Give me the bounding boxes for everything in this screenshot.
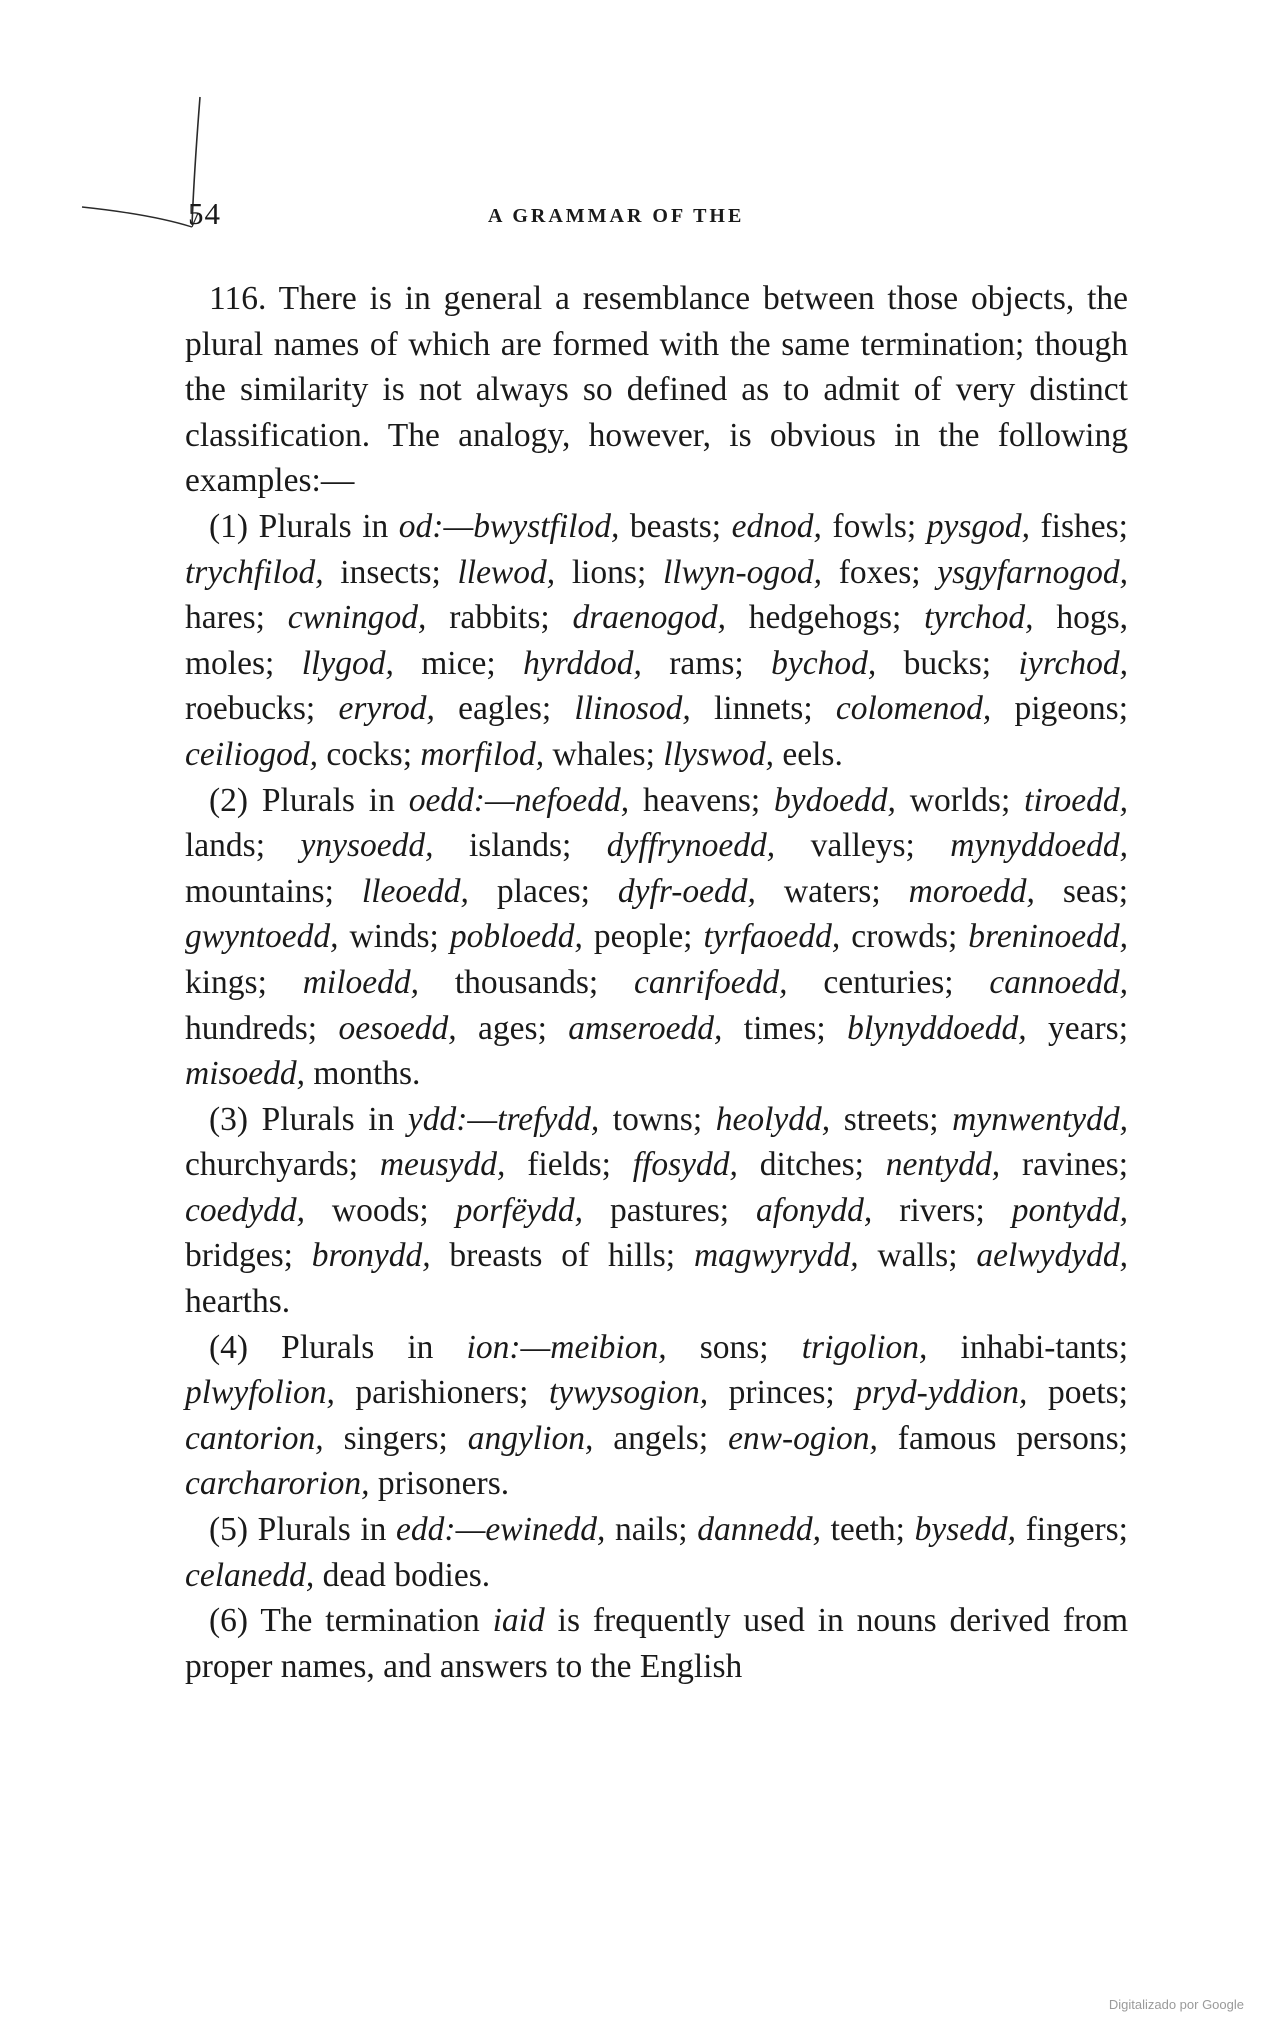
text-run: foxes;	[822, 553, 938, 591]
welsh-term: angylion,	[467, 1419, 594, 1457]
text-run: inhabi-tants;	[927, 1328, 1128, 1366]
text-run: fingers;	[1016, 1511, 1128, 1549]
text-run: (2) Plurals in	[209, 781, 409, 819]
text-run: fields;	[505, 1146, 633, 1184]
text-run: places;	[468, 872, 618, 910]
text-run: hearths.	[185, 1283, 291, 1321]
text-run: insects;	[323, 553, 458, 591]
paragraph-5	[185, 1325, 1128, 1507]
paragraph-4	[185, 1097, 1128, 1325]
text-run: (3) Plurals in	[209, 1100, 408, 1138]
welsh-term: trigolion,	[801, 1328, 928, 1366]
welsh-term: miloedd,	[302, 963, 420, 1001]
text-run: mountains;	[185, 872, 362, 910]
welsh-term: mynyddoedd,	[950, 827, 1128, 865]
text-run: sons;	[666, 1328, 802, 1366]
text-run: lions;	[555, 553, 663, 591]
welsh-term: llyswod,	[663, 735, 775, 773]
welsh-term: trychfilod,	[185, 553, 324, 591]
welsh-term: ysgyfarnogod,	[937, 553, 1129, 591]
text-run: seas;	[1034, 872, 1129, 910]
welsh-term: breninoedd,	[968, 918, 1128, 956]
welsh-term: ednod,	[731, 507, 822, 545]
welsh-term: lleoedd,	[361, 872, 469, 910]
welsh-term: pysgod,	[926, 507, 1030, 545]
text-run: rabbits;	[426, 599, 573, 637]
text-run: roebucks;	[185, 690, 339, 728]
welsh-term: bydoedd,	[774, 781, 896, 819]
welsh-term: colomenod,	[835, 690, 992, 728]
text-run: people;	[582, 918, 704, 956]
text-run: linnets;	[690, 690, 836, 728]
welsh-term: amseroedd,	[568, 1009, 723, 1047]
text-run: rams;	[641, 644, 772, 682]
welsh-term: mynwentydd,	[952, 1100, 1128, 1138]
welsh-term: bychod,	[771, 644, 877, 682]
text-run: islands;	[433, 827, 607, 865]
welsh-term: misoedd,	[185, 1055, 306, 1093]
text-run: worlds;	[895, 781, 1025, 819]
welsh-term: plwyfolion,	[185, 1374, 335, 1412]
text-run: prisoners.	[369, 1465, 510, 1503]
text-run: (1) Plurals in	[209, 507, 399, 545]
text-run: lands;	[185, 827, 301, 865]
welsh-term: meusydd,	[379, 1146, 506, 1184]
text-run: times;	[722, 1009, 848, 1047]
welsh-term: llewod,	[457, 553, 556, 591]
text-run: hares;	[185, 599, 288, 637]
paragraph-1	[185, 276, 1128, 504]
text-run: famous persons;	[877, 1419, 1128, 1457]
welsh-term: tyrfaoedd,	[703, 918, 841, 956]
text-run: winds;	[338, 918, 450, 956]
text-run: kings;	[185, 963, 303, 1001]
welsh-term: oedd:—nefoedd,	[408, 781, 630, 819]
text-run: fowls;	[821, 507, 927, 545]
text-run: whales;	[544, 735, 664, 773]
text-run: dead bodies.	[314, 1556, 491, 1594]
text-run: singers;	[323, 1419, 468, 1457]
welsh-term: cantorion,	[185, 1419, 324, 1457]
text-run: months.	[305, 1055, 421, 1093]
welsh-term: ynysoedd,	[300, 827, 434, 865]
running-head: A GRAMMAR OF THE	[488, 205, 745, 227]
text-run: pastures;	[583, 1191, 756, 1229]
welsh-term: magwyrydd,	[693, 1237, 859, 1275]
text-run: pigeons;	[991, 690, 1129, 728]
welsh-term: coedydd,	[185, 1191, 305, 1229]
text-run: (4) Plurals in	[209, 1328, 467, 1366]
text-run: parishioners;	[334, 1374, 549, 1412]
text-run: hedgehogs;	[725, 599, 925, 637]
text-run: fishes;	[1029, 507, 1128, 545]
welsh-term: morfilod,	[420, 735, 545, 773]
paragraph-3	[185, 778, 1128, 1097]
text-run: years;	[1026, 1009, 1128, 1047]
welsh-term: edd:—ewinedd,	[396, 1511, 606, 1549]
welsh-term: dannedd,	[697, 1511, 821, 1549]
text-run: hundreds;	[185, 1009, 339, 1047]
text-run: ages;	[456, 1009, 569, 1047]
text-run: churchyards;	[185, 1146, 380, 1184]
text-run: walls;	[858, 1237, 977, 1275]
paragraph-6	[185, 1507, 1128, 1598]
text-run: breasts of hills;	[430, 1237, 694, 1275]
welsh-term: llygod,	[301, 644, 394, 682]
text-run: thousands;	[419, 963, 634, 1001]
welsh-term: pobloedd,	[449, 918, 583, 956]
welsh-term: pontydd,	[1011, 1191, 1128, 1229]
text-run: cocks;	[318, 735, 421, 773]
text-run: woods;	[304, 1191, 456, 1229]
text-run: is frequently used in nouns derived from proper names, and answers to the English	[185, 1602, 1129, 1685]
welsh-term: bysedd,	[914, 1511, 1017, 1549]
text-run: ditches;	[737, 1146, 886, 1184]
scan-credit: Digitalizado por Google	[1108, 1997, 1244, 2012]
welsh-term: celanedd,	[185, 1556, 315, 1594]
welsh-term: blynyddoedd,	[847, 1009, 1027, 1047]
welsh-term: afonydd,	[755, 1191, 873, 1229]
text-run: streets;	[830, 1100, 953, 1138]
text-run: rivers;	[872, 1191, 1012, 1229]
text-run: angels;	[593, 1419, 729, 1457]
text-run: (6) The termination	[209, 1602, 493, 1640]
text-run: princes;	[708, 1374, 856, 1412]
welsh-term: iyrchod,	[1018, 644, 1128, 682]
welsh-term: moroedd,	[908, 872, 1035, 910]
welsh-term: pryd-yddion,	[855, 1374, 1028, 1412]
text-run: teeth;	[820, 1511, 915, 1549]
welsh-term: hyrddod,	[523, 644, 642, 682]
welsh-term: dyffrynoedd,	[606, 827, 776, 865]
welsh-term: carcharorion,	[185, 1465, 370, 1503]
welsh-term: llwyn-ogod,	[662, 553, 823, 591]
text-run: mice;	[393, 644, 524, 682]
page-number: 54	[188, 196, 221, 231]
welsh-term: ydd:—trefydd,	[407, 1100, 600, 1138]
welsh-term: heolydd,	[715, 1100, 831, 1138]
welsh-term: tiroedd,	[1024, 781, 1128, 819]
text-run: nails;	[605, 1511, 698, 1549]
welsh-term: tyrchod,	[924, 599, 1034, 637]
welsh-term: oesoedd,	[338, 1009, 457, 1047]
text-run: eels.	[774, 735, 843, 773]
welsh-term: draenogod,	[572, 599, 726, 637]
text-run: 116. There is in general a resemblance between those objects, the plural names of which are formed with the same termination; though the similarity is not always so defined as to admit of very distinct classification. The analogy, however, is obvious in the following examples:—	[185, 280, 1128, 500]
text-run: beasts;	[619, 507, 732, 545]
welsh-term: ion:—meibion,	[466, 1328, 667, 1366]
paragraph-2	[185, 504, 1128, 778]
text-run: poets;	[1027, 1374, 1128, 1412]
page-header	[188, 196, 1128, 240]
welsh-term: porfëydd,	[455, 1191, 584, 1229]
welsh-term: cannoedd,	[989, 963, 1128, 1001]
welsh-term: od:—bwystfilod,	[398, 507, 620, 545]
welsh-term: cwningod,	[287, 599, 427, 637]
welsh-term: nentydd,	[885, 1146, 1001, 1184]
text-run: (5) Plurals in	[209, 1511, 397, 1549]
text-run: waters;	[755, 872, 909, 910]
text-run: valleys;	[775, 827, 951, 865]
body-text	[185, 276, 1128, 1689]
text-run: crowds;	[840, 918, 969, 956]
welsh-term: gwyntoedd,	[185, 918, 339, 956]
welsh-term: iaid	[492, 1602, 545, 1640]
welsh-term: eryrod,	[338, 690, 435, 728]
welsh-term: dyfr-oedd,	[617, 872, 756, 910]
welsh-term: enw-ogion,	[728, 1419, 878, 1457]
text-run: heavens;	[629, 781, 775, 819]
text-run: towns;	[599, 1100, 716, 1138]
text-run: centuries;	[787, 963, 990, 1001]
text-run: eagles;	[434, 690, 575, 728]
welsh-term: tywysogion,	[549, 1374, 709, 1412]
text-run: bucks;	[876, 644, 1019, 682]
welsh-term: llinosod,	[574, 690, 691, 728]
paragraph-7	[185, 1598, 1128, 1689]
welsh-term: ceiliogod,	[185, 735, 319, 773]
text-run: hogs, moles;	[185, 599, 1128, 682]
text-run: bridges;	[185, 1237, 312, 1275]
welsh-term: aelwydydd,	[976, 1237, 1128, 1275]
welsh-term: ffosydd,	[632, 1146, 738, 1184]
welsh-term: canrifoedd,	[634, 963, 788, 1001]
welsh-term: bronydd,	[311, 1237, 431, 1275]
text-run: ravines;	[1000, 1146, 1129, 1184]
